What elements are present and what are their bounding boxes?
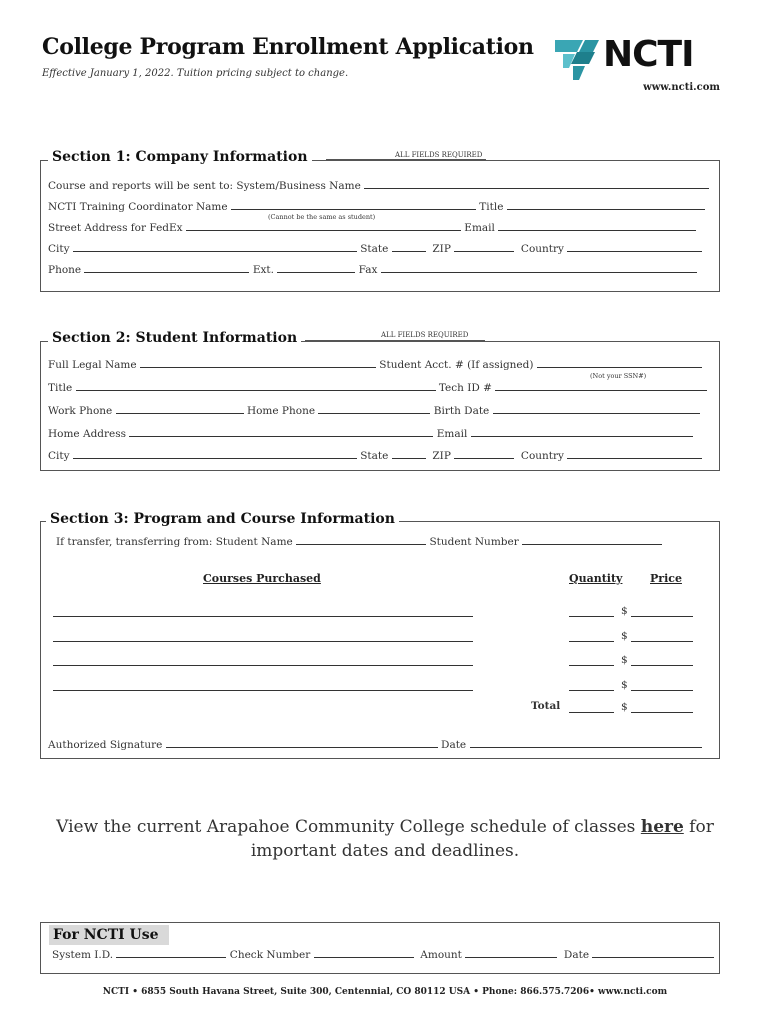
s2-row-address bbox=[48, 427, 693, 440]
signature-field[interactable] bbox=[166, 738, 438, 748]
ncti-use-row bbox=[52, 948, 714, 961]
currency-symbol-3: $ bbox=[621, 654, 628, 666]
website-url: www.ncti.com bbox=[643, 82, 720, 93]
s1-email-label: Email bbox=[464, 222, 495, 234]
schedule-link[interactable]: here bbox=[640, 817, 684, 837]
currency-symbol-4: $ bbox=[621, 679, 628, 691]
s1-zip-label: ZIP bbox=[432, 243, 451, 255]
transfer-label: If transfer, transferring from: Student Name bbox=[56, 536, 293, 548]
s1-state-label: State bbox=[360, 243, 389, 255]
s1-zip-field[interactable] bbox=[454, 242, 514, 252]
price-line-2[interactable] bbox=[631, 641, 693, 642]
quantity-line-1[interactable] bbox=[569, 616, 614, 617]
course-line-2[interactable] bbox=[53, 641, 473, 642]
section1-title: Section 1: Company Information bbox=[48, 149, 312, 165]
s2-state-label: State bbox=[360, 450, 389, 462]
coordinator-title-field[interactable] bbox=[507, 200, 705, 210]
s2-country-field[interactable] bbox=[567, 449, 702, 459]
course-line-1[interactable] bbox=[53, 616, 473, 617]
section2-title: Section 2: Student Information bbox=[48, 330, 301, 346]
s3-row-transfer bbox=[56, 535, 662, 548]
form-title: College Program Enrollment Application bbox=[42, 34, 534, 60]
total-currency-symbol: $ bbox=[621, 701, 628, 713]
tech-id-field[interactable] bbox=[495, 381, 707, 391]
s2-email-field[interactable] bbox=[471, 427, 693, 437]
section3-title: Section 3: Program and Course Information bbox=[46, 511, 399, 527]
section3-box bbox=[40, 521, 720, 759]
coordinator-field[interactable] bbox=[231, 200, 476, 210]
s1-country-label: Country bbox=[520, 243, 564, 255]
student-acct-label: Student Acct. # (If assigned) bbox=[379, 359, 534, 371]
price-line-4[interactable] bbox=[631, 690, 693, 691]
home-phone-label: Home Phone bbox=[246, 405, 316, 417]
courses-purchased-header: Courses Purchased bbox=[203, 572, 321, 585]
ncti-logo-mark-icon bbox=[555, 38, 601, 82]
s1-city-field[interactable] bbox=[73, 242, 357, 252]
s2-email-label: Email bbox=[436, 428, 468, 440]
s1-email-field[interactable] bbox=[498, 221, 696, 231]
coordinator-note: (Cannot be the same as student) bbox=[268, 213, 376, 221]
price-header: Price bbox=[650, 572, 682, 585]
s1-row-coordinator bbox=[48, 200, 705, 213]
amount-label: Amount bbox=[420, 949, 462, 961]
price-line-1[interactable] bbox=[631, 616, 693, 617]
course-line-3[interactable] bbox=[53, 665, 473, 666]
fax-field[interactable] bbox=[381, 263, 697, 273]
system-id-field[interactable] bbox=[116, 948, 226, 958]
fax-label: Fax bbox=[358, 264, 378, 276]
form-subtitle: Effective January 1, 2022. Tuition pricing subject to change. bbox=[42, 68, 349, 79]
s1-country-field[interactable] bbox=[567, 242, 702, 252]
quantity-header: Quantity bbox=[569, 572, 623, 585]
total-label: Total bbox=[531, 700, 561, 712]
currency-symbol-1: $ bbox=[621, 605, 628, 617]
check-number-label: Check Number bbox=[229, 949, 311, 961]
s2-country-label: Country bbox=[520, 450, 564, 462]
schedule-notice bbox=[40, 815, 730, 863]
home-address-label: Home Address bbox=[48, 428, 127, 440]
signature-label: Authorized Signature bbox=[48, 739, 163, 751]
course-line-4[interactable] bbox=[53, 690, 473, 691]
quantity-line-3[interactable] bbox=[569, 665, 614, 666]
street-field[interactable] bbox=[186, 221, 461, 231]
s2-zip-field[interactable] bbox=[454, 449, 514, 459]
s2-city-label: City bbox=[48, 450, 70, 462]
coordinator-label: NCTI Training Coordinator Name bbox=[48, 201, 228, 213]
legal-name-label: Full Legal Name bbox=[48, 359, 137, 371]
total-quantity-line[interactable] bbox=[569, 712, 614, 713]
s1-city-label: City bbox=[48, 243, 70, 255]
currency-symbol-2: $ bbox=[621, 630, 628, 642]
s2-row-city bbox=[48, 449, 702, 462]
s1-row-phone bbox=[48, 263, 697, 276]
street-label: Street Address for FedEx bbox=[48, 222, 183, 234]
system-id-label: System I.D. bbox=[52, 949, 114, 961]
s1-row-city bbox=[48, 242, 702, 255]
legal-name-field[interactable] bbox=[140, 358, 376, 368]
s1-phone-label: Phone bbox=[48, 264, 82, 276]
notice-text-before: View the current Arapahoe Community College schedule of classes bbox=[56, 817, 641, 837]
s2-city-field[interactable] bbox=[73, 449, 357, 459]
home-address-field[interactable] bbox=[129, 427, 433, 437]
transfer-student-name-field[interactable] bbox=[296, 535, 426, 545]
business-name-field[interactable] bbox=[364, 179, 709, 189]
student-number-label: Student Number bbox=[429, 536, 519, 548]
student-acct-field[interactable] bbox=[537, 358, 702, 368]
notice-text-after: for important dates and deadlines. bbox=[250, 817, 714, 861]
total-price-line[interactable] bbox=[631, 712, 693, 713]
section2-required: ALL FIELDS REQUIRED bbox=[378, 331, 471, 339]
quantity-line-4[interactable] bbox=[569, 690, 614, 691]
birth-date-label: Birth Date bbox=[433, 405, 490, 417]
home-phone-field[interactable] bbox=[318, 404, 430, 414]
student-number-field[interactable] bbox=[522, 535, 662, 545]
section1-required: ALL FIELDS REQUIRED bbox=[392, 151, 485, 159]
section2-title-rule bbox=[305, 340, 485, 341]
coordinator-title-label: Title bbox=[479, 201, 504, 213]
check-number-field[interactable] bbox=[314, 948, 414, 958]
s1-row-street bbox=[48, 221, 696, 234]
s2-title-field[interactable] bbox=[76, 381, 436, 391]
work-phone-field[interactable] bbox=[116, 404, 244, 414]
s1-phone-field[interactable] bbox=[84, 263, 249, 273]
s3-date-field[interactable] bbox=[470, 738, 702, 748]
s2-row-phones bbox=[48, 404, 700, 417]
price-line-3[interactable] bbox=[631, 665, 693, 666]
ncti-logo-text: NCTI bbox=[603, 34, 694, 75]
ext-label: Ext. bbox=[252, 264, 274, 276]
birth-date-field[interactable] bbox=[493, 404, 700, 414]
ext-field[interactable] bbox=[277, 263, 355, 273]
quantity-line-2[interactable] bbox=[569, 641, 614, 642]
s1-state-field[interactable] bbox=[392, 242, 426, 252]
business-name-label: Course and reports will be sent to: System/Business Name bbox=[48, 180, 361, 192]
ncti-date-field[interactable] bbox=[592, 948, 714, 958]
s2-state-field[interactable] bbox=[392, 449, 426, 459]
section1-title-rule bbox=[326, 159, 486, 160]
amount-field[interactable] bbox=[465, 948, 557, 958]
s3-row-signature bbox=[48, 738, 702, 751]
s2-zip-label: ZIP bbox=[432, 450, 451, 462]
ssn-note: (Not your SSN#) bbox=[590, 372, 647, 380]
ncti-use-title: For NCTI Use bbox=[49, 925, 169, 945]
s3-date-label: Date bbox=[441, 739, 467, 751]
s1-row-business bbox=[48, 179, 709, 192]
ncti-date-label: Date bbox=[563, 949, 590, 961]
s2-row-name bbox=[48, 358, 702, 371]
s2-title-label: Title bbox=[48, 382, 73, 394]
tech-id-label: Tech ID # bbox=[438, 382, 492, 394]
work-phone-label: Work Phone bbox=[48, 405, 113, 417]
s2-row-title bbox=[48, 381, 707, 394]
footer-address: NCTI • 6855 South Havana Street, Suite 300, Centennial, CO 80112 USA • Phone: 866.575.7206• www.ncti.com bbox=[102, 987, 668, 997]
